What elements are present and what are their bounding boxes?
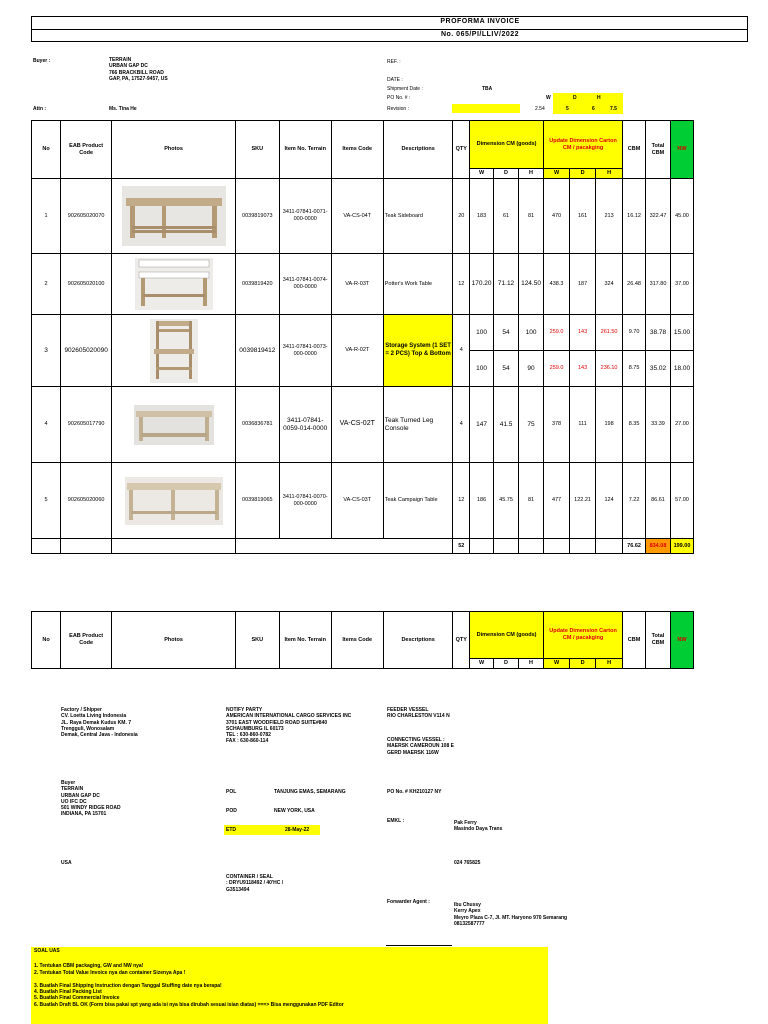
row-desc: Storage System (1 SET = 2 PCS) Top & Bottom xyxy=(383,315,453,387)
col-header-cbm: CBM xyxy=(623,121,646,179)
row-no: 3 xyxy=(32,315,61,387)
row-total-cbm: 33.39 xyxy=(646,387,671,463)
col-header-photos: Photos xyxy=(112,121,236,179)
row-ch: 236.10 xyxy=(596,351,623,387)
row-qty: 4 xyxy=(453,315,470,387)
whd-w-label: W xyxy=(546,95,551,101)
row-cbm: 8.35 xyxy=(623,387,646,463)
pod-value: NEW YORK, USA xyxy=(274,808,315,814)
row-h: 124.50 xyxy=(519,254,544,315)
row-nw: 15.00 xyxy=(670,315,693,351)
notify-line: TEL : 630-860-0782 xyxy=(226,732,271,738)
row-desc: Teak Turned Leg Console xyxy=(383,387,453,463)
container-line: : DRYU9118492 / 40'HC / xyxy=(226,880,284,887)
row-w: 100 xyxy=(470,315,494,351)
row-photo xyxy=(112,315,236,387)
totals-cell xyxy=(61,539,112,554)
buyer-line: 766 BRACKBILL ROAD xyxy=(109,69,164,76)
total-nw: 199.00 xyxy=(670,539,693,554)
connecting-line: CONNECTING VESSEL : xyxy=(387,737,445,743)
totals-cell xyxy=(544,539,570,554)
soal-line xyxy=(34,976,545,983)
console-photo xyxy=(134,405,214,445)
whd-w-value: 5 xyxy=(566,106,569,112)
etd-label: ETD xyxy=(226,827,236,833)
row-cbm: 26.48 xyxy=(623,254,646,315)
packing-header-table xyxy=(31,611,694,669)
row-total-cbm: 322.47 xyxy=(646,179,671,254)
row-code: VA-R-03T xyxy=(331,254,383,315)
soal-line: 3. Buatlah Final Shipping Instruction dengan Tanggal Stuffing date nya berapa! xyxy=(34,982,222,989)
col-header-descriptions: Descriptions xyxy=(383,121,453,179)
col-header-update-dimension: Update Dimension Carton CM / pacakging xyxy=(544,612,623,659)
col-header-item-no: Item No. Terrain xyxy=(279,121,331,179)
row-total-cbm: 38.78 xyxy=(646,315,671,351)
col-header-cbm: CBM xyxy=(623,612,646,669)
soal-line: 1. Tentukan CBM packaging, GW and NW nya! xyxy=(34,963,144,970)
row-eab: 902605020100 xyxy=(61,254,112,315)
row-cd: 143 xyxy=(570,315,596,351)
connecting-vessel xyxy=(387,737,454,756)
table-row xyxy=(32,315,694,351)
row-cbm: 16.12 xyxy=(623,179,646,254)
row-ch: 261.50 xyxy=(596,315,623,351)
emkl-label: EMKL : xyxy=(387,818,405,824)
sub-header-d: D xyxy=(494,169,519,179)
buyer2-line: URBAN GAP DC xyxy=(61,792,100,799)
row-item: 3411-07841-0071-000-0000 xyxy=(279,179,331,254)
row-cbm: 9.70 xyxy=(623,315,646,351)
row-h: 90 xyxy=(519,351,544,387)
totals-cell xyxy=(32,539,61,554)
buyer-line: GAP, PA, 17527-9457, US xyxy=(109,75,168,82)
row-ch: 198 xyxy=(596,387,623,463)
row-qty: 20 xyxy=(453,179,470,254)
row-total-cbm: 86.61 xyxy=(646,463,671,539)
buyer-label: Buyer : xyxy=(33,58,51,64)
row-nw: 18.00 xyxy=(670,351,693,387)
soal-line: 4. Buatlah Final Packing List xyxy=(34,989,102,995)
feeder-vessel xyxy=(387,707,450,720)
row-d: 54 xyxy=(494,315,519,351)
totals-cell xyxy=(494,539,519,554)
col-header-items-code: Items Code xyxy=(331,612,383,669)
col-header-items-code: Items Code xyxy=(331,121,383,179)
whd-h-value: 7.5 xyxy=(610,106,617,112)
col-header-sku: SKU xyxy=(235,612,279,669)
row-cd: 111 xyxy=(570,387,596,463)
row-d: 61 xyxy=(494,179,519,254)
feeder-line: RIO CHARLESTON V114 N xyxy=(387,713,450,720)
forwarder-line: Ibu Chussy xyxy=(454,902,481,908)
whd-h-label: H xyxy=(597,95,601,101)
sub-header-carton-d: D xyxy=(570,659,596,669)
col-header-eab: EAB Product Code xyxy=(61,121,112,179)
row-cw: 259.0 xyxy=(544,315,570,351)
buyer2-line: 501 WINDY RIDGE ROAD xyxy=(61,805,121,811)
buyer-line: URBAN GAP DC xyxy=(109,63,148,70)
forwarder-value xyxy=(454,902,567,927)
po-number: PO No. # KH210127 NY xyxy=(387,789,442,795)
sub-header-h: H xyxy=(519,169,544,179)
sideboard-photo xyxy=(122,186,226,246)
row-qty: 12 xyxy=(453,254,470,315)
shipment-date-value: TBA xyxy=(482,86,493,92)
col-header-sku: SKU xyxy=(235,121,279,179)
totals-cell xyxy=(519,539,544,554)
sub-header-carton-h: H xyxy=(596,659,623,669)
col-header-descriptions: Descriptions xyxy=(383,612,453,669)
row-ch: 213 xyxy=(596,179,623,254)
totals-cell xyxy=(279,539,331,554)
row-desc: Teak Campaign Table xyxy=(383,463,453,539)
date-label: DATE : xyxy=(387,77,403,83)
row-h: 100 xyxy=(519,315,544,351)
row-nw: 45.00 xyxy=(670,179,693,254)
totals-cell xyxy=(570,539,596,554)
forwarder-line: 08132587777 xyxy=(454,920,485,927)
soal-line: 6. Buatlah Draft BL OK (Form bisa pakai spt yang ada isi nya bisa dirubah sesuai isian diatas) ===> Bisa menggunakan PDF Editor xyxy=(34,1001,344,1008)
pod-label: POD xyxy=(226,808,237,814)
col-header-nw: NW xyxy=(670,612,693,669)
row-cd: 143 xyxy=(570,351,596,387)
col-header-nw: NW xyxy=(670,121,693,179)
col-header-no: No xyxy=(32,121,61,179)
campaign-table-photo xyxy=(125,477,223,525)
row-photo xyxy=(112,254,236,315)
row-h: 81 xyxy=(519,463,544,539)
row-nw: 57.00 xyxy=(670,463,693,539)
invoice-number: No. 065/PI/LLIV/2022 xyxy=(440,31,520,38)
row-ch: 124 xyxy=(596,463,623,539)
sub-header-carton-d: D xyxy=(570,169,596,179)
row-d: 41.5 xyxy=(494,387,519,463)
row-cd: 187 xyxy=(570,254,596,315)
totals-cell xyxy=(235,539,279,554)
factory-line: Trengguli, Wonosalam xyxy=(61,725,115,732)
col-header-total-cbm: Total CBM xyxy=(646,612,671,669)
buyer2-line: INDIANA, PA 15701 xyxy=(61,811,107,818)
col-header-dimension: Dimension CM (goods) xyxy=(470,121,544,169)
row-no: 2 xyxy=(32,254,61,315)
invoice-table xyxy=(31,120,694,554)
totals-cell xyxy=(470,539,494,554)
row-eab: 902605017790 xyxy=(61,387,112,463)
sub-header-carton-w: W xyxy=(544,169,570,179)
revision-highlight xyxy=(452,104,520,113)
row-cw: 378 xyxy=(544,387,570,463)
row-no: 5 xyxy=(32,463,61,539)
totals-cell xyxy=(596,539,623,554)
row-item: 3411-07841-0070-000-0000 xyxy=(279,463,331,539)
factory-shipper xyxy=(61,707,138,738)
row-sku: 0039819420 xyxy=(235,254,279,315)
etd-value: 28-May-22 xyxy=(285,827,310,833)
col-header-eab: EAB Product Code xyxy=(61,612,112,669)
col-header-photos: Photos xyxy=(112,612,236,669)
col-header-no: No xyxy=(32,612,61,669)
row-photo xyxy=(112,179,236,254)
col-header-dimension: Dimension CM (goods) xyxy=(470,612,544,659)
factory-line: CV. Loetta Living Indonesia xyxy=(61,713,127,720)
revision-number: 2.54 xyxy=(535,106,545,112)
usa-label: USA xyxy=(61,860,72,866)
sub-header-d: D xyxy=(494,659,519,669)
soal-line: 2. Tentukan Total Value Invoice nya dan container Sizenya Apa ! xyxy=(34,969,186,976)
notify-line: NOTIFY PARTY xyxy=(226,707,263,713)
row-w: 100 xyxy=(470,351,494,387)
row-d: 45.75 xyxy=(494,463,519,539)
buyer2-line: UO IFC DC xyxy=(61,798,87,805)
connecting-line: MAERSK CAMEROUN 108 E xyxy=(387,743,454,750)
totals-cell xyxy=(331,539,383,554)
col-header-qty: QTY xyxy=(453,121,470,179)
row-cbm: 8.75 xyxy=(623,351,646,387)
feeder-line: FEEDER VESSEL xyxy=(387,707,429,713)
row-total-cbm: 35.02 xyxy=(646,351,671,387)
row-h: 81 xyxy=(519,179,544,254)
buyer-line: TERRAIN xyxy=(109,57,132,63)
notify-line: AMERICAN INTERNATIONAL CARGO SERVICES INC xyxy=(226,713,352,720)
revision-label: Revision : xyxy=(387,106,409,112)
row-eab: 902605020070 xyxy=(61,179,112,254)
factory-line: Demak, Central Java - Indonesia xyxy=(61,732,138,738)
row-code: VA-CS-04T xyxy=(331,179,383,254)
row-d: 54 xyxy=(494,351,519,387)
row-no: 4 xyxy=(32,387,61,463)
row-h: 75 xyxy=(519,387,544,463)
sub-header-h: H xyxy=(519,659,544,669)
row-sku: 0039819412 xyxy=(235,315,279,387)
row-photo xyxy=(112,387,236,463)
col-header-item-no: Item No. Terrain xyxy=(279,612,331,669)
col-header-update-dimension: Update Dimension Carton CM / pacakging xyxy=(544,121,623,169)
ref-label: REF. : xyxy=(387,59,401,65)
pol-label: POL xyxy=(226,789,237,795)
row-cd: 122.21 xyxy=(570,463,596,539)
phone-number: 024 765825 xyxy=(454,860,481,866)
notify-party xyxy=(226,707,351,745)
table-row xyxy=(32,254,694,315)
factory-line: JL. Raya Demak Kudus KM. 7 xyxy=(61,719,132,726)
soal-title: SOAL UAS xyxy=(34,948,60,954)
row-code: VA-CS-02T xyxy=(331,387,383,463)
row-cw: 470 xyxy=(544,179,570,254)
emkl-line: Pak Ferry xyxy=(454,820,477,826)
row-sku: 0036836781 xyxy=(235,387,279,463)
totals-cell xyxy=(383,539,453,554)
row-eab: 902605020090 xyxy=(61,315,112,387)
row-eab: 902605020060 xyxy=(61,463,112,539)
col-header-qty: QTY xyxy=(453,612,470,669)
emkl-line: Masindo Daya Trans xyxy=(454,826,503,833)
row-desc: Potter's Work Table xyxy=(383,254,453,315)
row-item: 3411-07841-0073-000-0000 xyxy=(279,315,331,387)
po-label: PO No. # : xyxy=(387,95,411,101)
whd-d-label: D xyxy=(573,95,577,101)
table-row xyxy=(32,387,694,463)
attn-label: Attn : xyxy=(33,106,47,112)
row-w: 183 xyxy=(470,179,494,254)
shipment-date-label: Shipment Date : xyxy=(387,86,423,92)
col-header-total-cbm: Total CBM xyxy=(646,121,671,179)
total-qty: 52 xyxy=(453,539,470,554)
pol-value: TANJUNG EMAS, SEMARANG xyxy=(274,789,346,795)
soal-uas-box xyxy=(31,947,548,1024)
row-cbm: 7.22 xyxy=(623,463,646,539)
sub-header-w: W xyxy=(470,169,494,179)
notify-line: 3701 EAST WOODFIELD ROAD SUITE#840 xyxy=(226,719,328,726)
row-total-cbm: 317.80 xyxy=(646,254,671,315)
row-item: 3411-07841-0059-014-0000 xyxy=(279,387,331,463)
divider-line xyxy=(386,945,452,946)
row-item: 3411-07841-0074-000-0000 xyxy=(279,254,331,315)
buyer-block xyxy=(61,780,121,818)
row-nw: 27.00 xyxy=(670,387,693,463)
forwarder-label: Forwarder Agent : xyxy=(387,899,430,905)
row-cd: 161 xyxy=(570,179,596,254)
row-code: VA-R-02T xyxy=(331,315,383,387)
sub-header-carton-h: H xyxy=(596,169,623,179)
soal-line: 5. Buatlah Final Commercial Invoice xyxy=(34,995,120,1002)
forwarder-line: Kerry Apex xyxy=(454,908,481,915)
row-qty: 4 xyxy=(453,387,470,463)
row-d: 71.12 xyxy=(494,254,519,315)
table-row xyxy=(32,179,694,254)
row-sku: 0039819073 xyxy=(235,179,279,254)
buyer-address xyxy=(109,57,168,82)
total-total-cbm: 834.08 xyxy=(646,539,671,554)
container-seal xyxy=(226,874,283,893)
sub-header-w: W xyxy=(470,659,494,669)
totals-cell xyxy=(112,539,236,554)
connecting-line: GERD MAERSK 116W xyxy=(387,749,439,756)
buyer2-line: TERRAIN xyxy=(61,786,84,793)
totals-row xyxy=(32,539,694,554)
container-line: G3513494 xyxy=(226,886,250,893)
row-code: VA-CS-03T xyxy=(331,463,383,539)
storage-system-photo xyxy=(150,319,198,383)
forwarder-line: Meyro Plaza C-7, Jl. MT. Haryono 970 Semarang xyxy=(454,914,568,921)
row-photo xyxy=(112,463,236,539)
attn-name: Ms. Tina He xyxy=(109,106,137,112)
total-cbm: 76.62 xyxy=(623,539,646,554)
row-desc: Teak Sideboard xyxy=(383,179,453,254)
row-cw: 259.0 xyxy=(544,351,570,387)
row-cw: 477 xyxy=(544,463,570,539)
row-cw: 438.3 xyxy=(544,254,570,315)
row-w: 186 xyxy=(470,463,494,539)
emkl-value xyxy=(454,820,502,833)
potters-table-photo xyxy=(135,258,213,310)
row-ch: 324 xyxy=(596,254,623,315)
notify-line: FAX : 630-860-114 xyxy=(226,738,269,745)
row-qty: 12 xyxy=(453,463,470,539)
row-w: 147 xyxy=(470,387,494,463)
factory-line: Factory / Shipper xyxy=(61,707,102,713)
row-w: 170.20 xyxy=(470,254,494,315)
table-row xyxy=(32,463,694,539)
whd-d-value: 6 xyxy=(592,106,595,112)
invoice-title: PROFORMA INVOICE xyxy=(440,18,520,25)
buyer2-line: Buyer xyxy=(61,780,76,786)
row-nw: 37.00 xyxy=(670,254,693,315)
sub-header-carton-w: W xyxy=(544,659,570,669)
container-line: CONTAINER / SEAL xyxy=(226,874,273,880)
row-no: 1 xyxy=(32,179,61,254)
row-sku: 0039819065 xyxy=(235,463,279,539)
notify-line: SCHAUMBURG IL 60173 xyxy=(226,725,284,732)
